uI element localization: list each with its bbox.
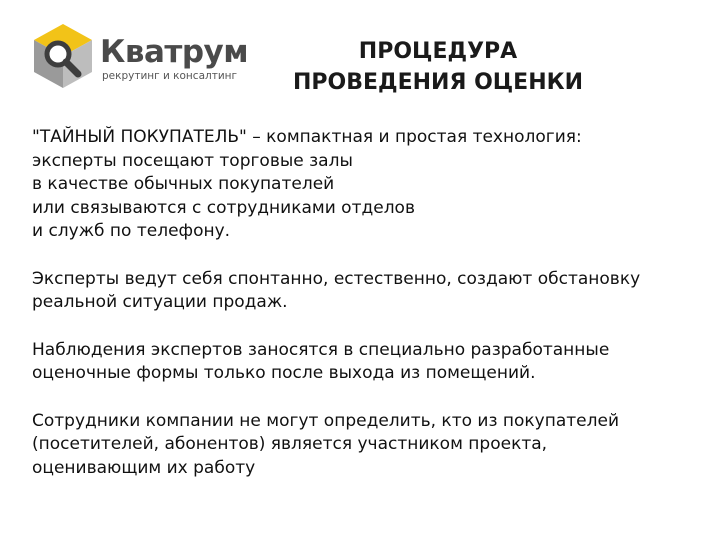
text-line: оценивающим их работу xyxy=(32,457,256,478)
body-text xyxy=(32,126,692,504)
text-line: Эксперты ведут себя спонтанно, естественно, создают обстановку xyxy=(32,268,641,289)
paragraph-observation-forms xyxy=(32,339,692,386)
page-title-line-2: ПРОВЕДЕНИЯ ОЦЕНКИ xyxy=(292,70,584,95)
text-line: в качестве обычных покупателей xyxy=(32,174,335,194)
text-line: реальной ситуации продаж. xyxy=(32,292,288,312)
page-title-line-1: ПРОЦЕДУРА xyxy=(358,39,518,64)
text-line: оценочные формы только после выхода из помещений. xyxy=(32,363,536,383)
text-line: эксперты посещают торговые залы xyxy=(32,150,353,171)
brand-name: Кватрум xyxy=(100,34,249,70)
text-line: Сотрудники компании не могут определить, кто из покупателей xyxy=(32,410,620,431)
kvatrum-logo-icon xyxy=(28,22,98,92)
text-line: (посетителей, абонентов) является участником проекта, xyxy=(32,434,548,454)
text-line: и служб по телефону. xyxy=(32,221,231,241)
company-logo xyxy=(28,22,249,92)
paragraph-anonymity xyxy=(32,410,692,481)
brand-tagline: рекрутинг и консалтинг xyxy=(102,70,238,82)
paragraph-expert-behavior xyxy=(32,268,692,315)
text-line: или связываются с сотрудниками отделов xyxy=(32,197,415,218)
page-title xyxy=(270,36,606,98)
paragraph-mystery-shopper xyxy=(32,126,692,244)
text-line: Наблюдения экспертов заносятся в специально разработанные xyxy=(32,339,610,360)
text-line: "ТАЙНЫЙ ПОКУПАТЕЛЬ" – компактная и простая технология: xyxy=(32,127,582,147)
